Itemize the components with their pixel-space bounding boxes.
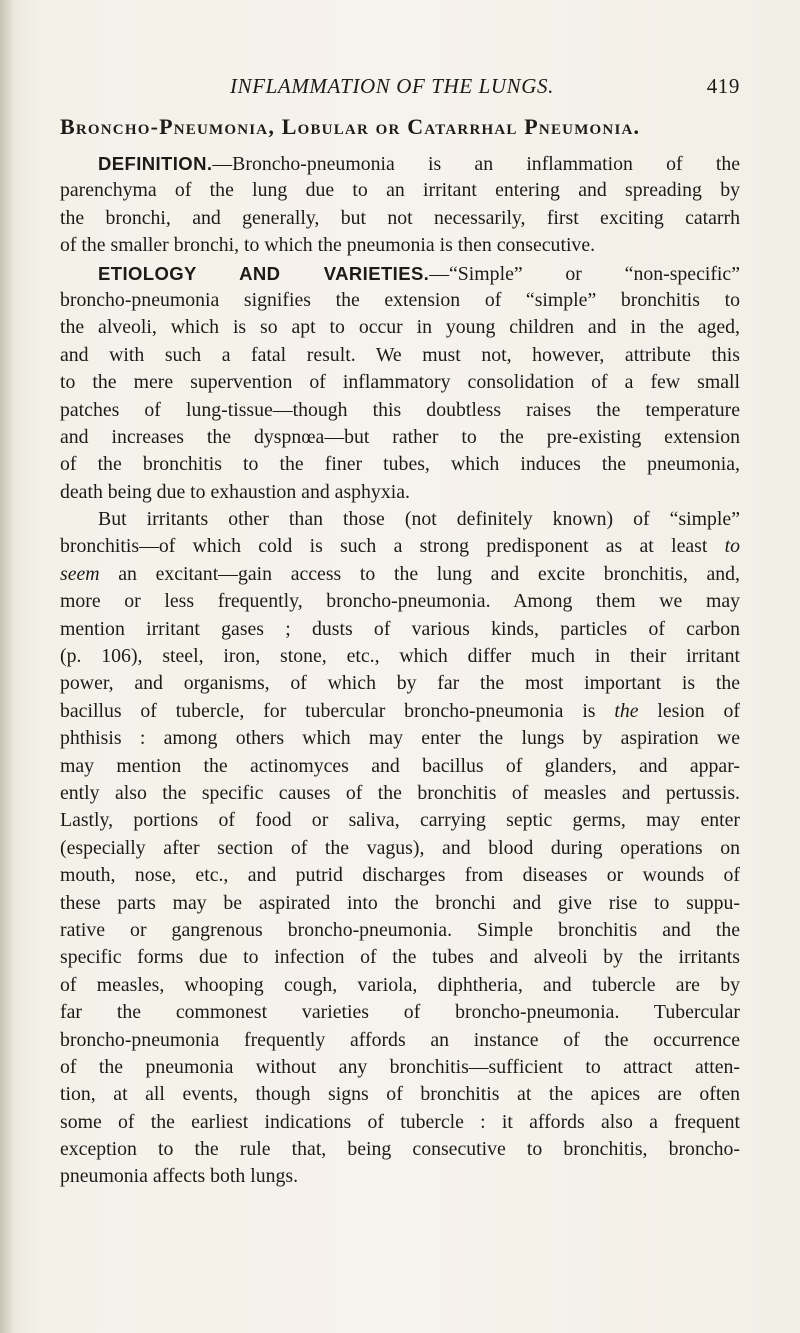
etiology-line: to the mere supervention of inflammatory consolidation of a few small bbox=[60, 371, 740, 394]
definition-line: DEFINITION.—Broncho-pneumonia is an inflammation of the bbox=[98, 153, 740, 175]
etiology-line: patches of lung-tissue—though this doubtless raises the temperature bbox=[60, 398, 740, 421]
etiology-line: of the bronchitis to the finer tubes, which induces the pneumonia, bbox=[60, 453, 740, 476]
etiology-heading: ETIOLOGY AND VARIETIES. bbox=[98, 262, 430, 284]
paragraph-line: these parts may be aspirated into the bronchi and give rise to suppu- bbox=[60, 891, 740, 914]
paragraph-line: (especially after section of the vagus), and blood during operations on bbox=[60, 836, 740, 859]
page-binding-edge bbox=[0, 0, 14, 1333]
body-text bbox=[60, 150, 740, 1191]
paragraph-line: some of the earliest indications of tubercle : it affords also a frequent bbox=[60, 1110, 740, 1133]
etiology-line: and increases the dyspnœa—but rather to the pre-existing extension bbox=[60, 425, 740, 448]
etiology-line: and with such a fatal result. We must not, however, attribute this bbox=[60, 343, 740, 366]
paragraph-line: phthisis : among others which may enter the lungs by aspiration we bbox=[60, 727, 740, 750]
running-head bbox=[230, 74, 740, 104]
paragraph-line: far the commonest varieties of broncho-pneumonia. Tubercular bbox=[60, 1001, 740, 1024]
paragraph-line: of the pneumonia without any bronchitis—sufficient to attract atten- bbox=[60, 1055, 740, 1078]
paragraph-line: ently also the specific causes of the bronchitis of measles and pertussis. bbox=[60, 781, 740, 804]
paragraph-line: mouth, nose, etc., and putrid discharges from diseases or wounds of bbox=[60, 864, 740, 887]
paragraph-line: mention irritant gases ; dusts of various kinds, particles of carbon bbox=[60, 617, 740, 640]
section-title: Broncho-Pneumonia, Lobular or Catarrhal Pneumonia. bbox=[60, 114, 641, 139]
etiology-line: death being due to exhaustion and asphyxia. bbox=[60, 480, 410, 503]
definition-line: parenchyma of the lung due to an irritant entering and spreading by bbox=[60, 179, 740, 202]
paragraph-line: of measles, whooping cough, variola, diphtheria, and tubercle are by bbox=[60, 973, 740, 996]
running-head-title: INFLAMMATION OF THE LUNGS. bbox=[230, 74, 554, 98]
paragraph-line: may mention the actinomyces and bacillus of glanders, and appar- bbox=[60, 754, 740, 777]
paragraph-line: power, and organisms, of which by far the most important is the bbox=[60, 672, 740, 695]
paragraph-line: exception to the rule that, being consecutive to bronchitis, broncho- bbox=[60, 1138, 740, 1161]
paragraph-line: more or less frequently, broncho-pneumonia. Among them we may bbox=[60, 590, 740, 613]
definition-line: the bronchi, and generally, but not necessarily, first exciting catarrh bbox=[60, 206, 740, 229]
paragraph-line: pneumonia affects both lungs. bbox=[60, 1165, 299, 1188]
paragraph-line: tion, at all events, though signs of bronchitis at the apices are often bbox=[60, 1083, 740, 1106]
etiology-line: ETIOLOGY AND VARIETIES.—“Simple” or “non-specific” bbox=[98, 262, 740, 285]
paragraph-line: broncho-pneumonia frequently affords an instance of the occurrence bbox=[60, 1028, 740, 1051]
paragraph-line: bronchitis—of which cold is such a strong predisponent as at least to bbox=[60, 535, 740, 558]
page-number: 419 bbox=[706, 74, 740, 98]
paragraph-line: (p. 106), steel, iron, stone, etc., which differ much in their irritant bbox=[60, 645, 740, 668]
definition-heading: DEFINITION. bbox=[98, 153, 213, 174]
paragraph-line: rative or gangrenous broncho-pneumonia. Simple bronchitis and the bbox=[60, 918, 740, 941]
paragraph-line: Lastly, portions of food or saliva, carrying septic germs, may enter bbox=[60, 809, 740, 832]
paragraph-line: specific forms due to infection of the tubes and alveoli by the irritants bbox=[60, 946, 740, 969]
etiology-line: the alveoli, which is so apt to occur in young children and in the aged, bbox=[60, 316, 740, 339]
paragraph-line: seem an excitant—gain access to the lung and excite bronchitis, and, bbox=[60, 562, 740, 585]
paragraph-line: bacillus of tubercle, for tubercular broncho-pneumonia is the lesion of bbox=[60, 699, 740, 722]
etiology-line: broncho-pneumonia signifies the extension of “simple” bronchitis to bbox=[60, 288, 740, 311]
paragraph-line: But irritants other than those (not definitely known) of “simple” bbox=[98, 508, 740, 531]
definition-line: of the smaller bronchi, to which the pneumonia is then consecutive. bbox=[60, 234, 596, 257]
